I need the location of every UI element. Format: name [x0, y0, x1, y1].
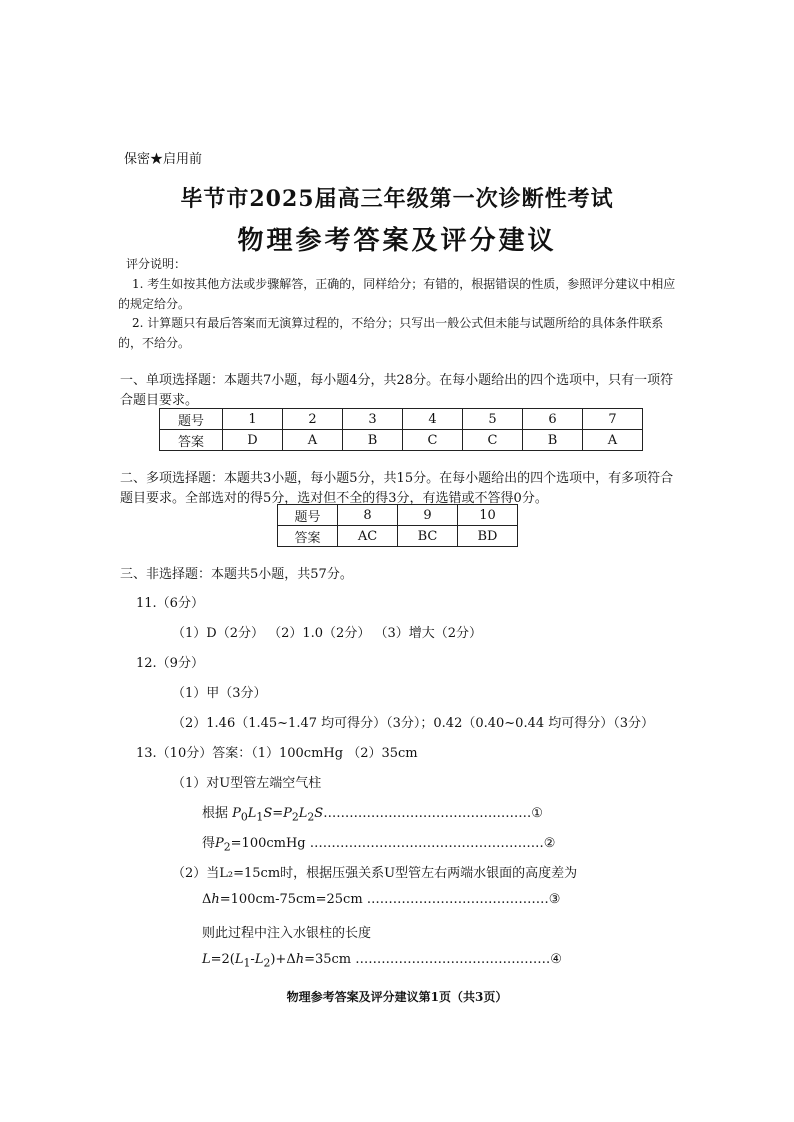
q13-equation-3: Δh=100cm-75cm=25cm ……………………………………③ — [202, 892, 561, 907]
scoring-notes-heading: 评分说明： — [126, 257, 187, 271]
section-non-choice: 三、非选择题：本题共5小题，共57分。 — [120, 567, 353, 582]
scoring-note-2 — [118, 313, 678, 353]
table-cell: D — [223, 430, 283, 451]
q13-part1: （1）对U型管左端空气柱 — [172, 776, 322, 791]
table-cell: BC — [398, 526, 458, 547]
page-footer: 物理参考答案及评分建议第1页（共3页） — [286, 990, 508, 1004]
table-cell: BD — [458, 526, 518, 547]
table-cell: 8 — [338, 505, 398, 526]
q13-equation-4: $L=2(L_1-L_2)+\Delta h=35cm$ ………………………………………④ — [202, 952, 562, 970]
q13-part2: （2）当L₂=15cm时，根据压强关系U型管左右两端水银面的高度差为 — [172, 866, 578, 881]
single-choice-answer-table — [159, 408, 643, 451]
q12-answer-1: （1）甲（3分） — [172, 686, 267, 701]
q13-heading: 13.（10分）答案：（1）100cmHg （2）35cm — [136, 746, 418, 761]
exam-title: 毕节市2025届高三年级第一次诊断性考试 — [180, 186, 614, 212]
table-row — [160, 430, 643, 451]
row-label-question: 题号 — [278, 505, 338, 526]
q11-heading: 11.（6分） — [136, 596, 204, 611]
table-row — [160, 409, 643, 430]
table-cell: 6 — [523, 409, 583, 430]
section-multiple-choice: 二、多项选择题：本题共3小题，每小题5分，共15分。在每小题给出的四个选项中，有多项符合题目要求。全部选对的得5分，选对但不全的得3分，有选错或不答得0分。 — [120, 471, 674, 506]
equation-mark: ③ — [548, 892, 561, 907]
table-cell: 10 — [458, 505, 518, 526]
leader-dots: ………………………………………… — [323, 806, 532, 821]
table-cell: 7 — [583, 409, 643, 430]
table-row — [278, 526, 518, 547]
scoring-note-1 — [118, 274, 678, 314]
table-cell: A — [283, 430, 343, 451]
leader-dots: …………………………………… — [366, 892, 549, 907]
q13-then-text: 则此过程中注入水银柱的长度 — [202, 926, 372, 941]
q12-heading: 12.（9分） — [136, 656, 204, 671]
equation-prefix: 根据 — [202, 806, 233, 821]
row-label-answer: 答案 — [160, 430, 223, 451]
table-cell: B — [343, 430, 403, 451]
table-cell: 4 — [403, 409, 463, 430]
table-cell: 1 — [223, 409, 283, 430]
scoring-note-1-text: 1. 考生如按其他方法或步骤解答，正确的，同样给分；有错的，根据错误的性质，参照评分建议中相应的规定给分。 — [118, 277, 676, 311]
table-cell: 9 — [398, 505, 458, 526]
table-cell: C — [463, 430, 523, 451]
table-cell: AC — [338, 526, 398, 547]
equation-mark: ② — [543, 836, 556, 851]
multiple-choice-answer-table — [277, 504, 518, 547]
document-title: 物理参考答案及评分建议 — [237, 226, 557, 256]
leader-dots: ……………………………………… — [355, 952, 551, 967]
equation-value: =100cmHg — [230, 836, 310, 851]
equation-value: =100cm-75cm=25cm — [219, 892, 367, 907]
equation-mark: ④ — [550, 952, 562, 967]
row-label-answer: 答案 — [278, 526, 338, 547]
table-cell: 2 — [283, 409, 343, 430]
equation-prefix: 得 — [202, 836, 216, 851]
table-cell: 5 — [463, 409, 523, 430]
q13-equation-1: 根据 $P_0L_1S=P_2L_2S\dots\dots\dots\dots\dots\dots\dots\dots\dots\dots\dots\dots\dots\dots\dots\dots ①$ — [202, 806, 543, 824]
table-cell: B — [523, 430, 583, 451]
table-row — [278, 505, 518, 526]
q13-equation-2: 得$P_2=100cmHg$ ………………………………………………② — [202, 836, 556, 854]
confidential-label: 保密★启用前 — [124, 152, 203, 167]
table-cell: A — [583, 430, 643, 451]
q12-answer-2: （2）1.46（1.45~1.47 均可得分）（3分）；0.42（0.40~0.44 均可得分）（3分） — [172, 716, 655, 731]
leader-dots: ……………………………………………… — [309, 836, 544, 851]
row-label-question: 题号 — [160, 409, 223, 430]
equation-value: =35cm — [304, 952, 356, 967]
scoring-note-2-text: 2. 计算题只有最后答案而无演算过程的，不给分；只写出一般公式但未能与试题所给的具体条件联系的，不给分。 — [118, 316, 664, 350]
table-cell: C — [403, 430, 463, 451]
equation-mark: ① — [531, 806, 543, 821]
section-single-choice: 一、单项选择题：本题共7小题，每小题4分，共28分。在每小题给出的四个选项中，只有一项符合题目要求。 — [120, 373, 674, 408]
table-cell: 3 — [343, 409, 403, 430]
q11-answer: （1）D（2分） （2）1.0（2分） （3）增大（2分） — [172, 626, 482, 641]
